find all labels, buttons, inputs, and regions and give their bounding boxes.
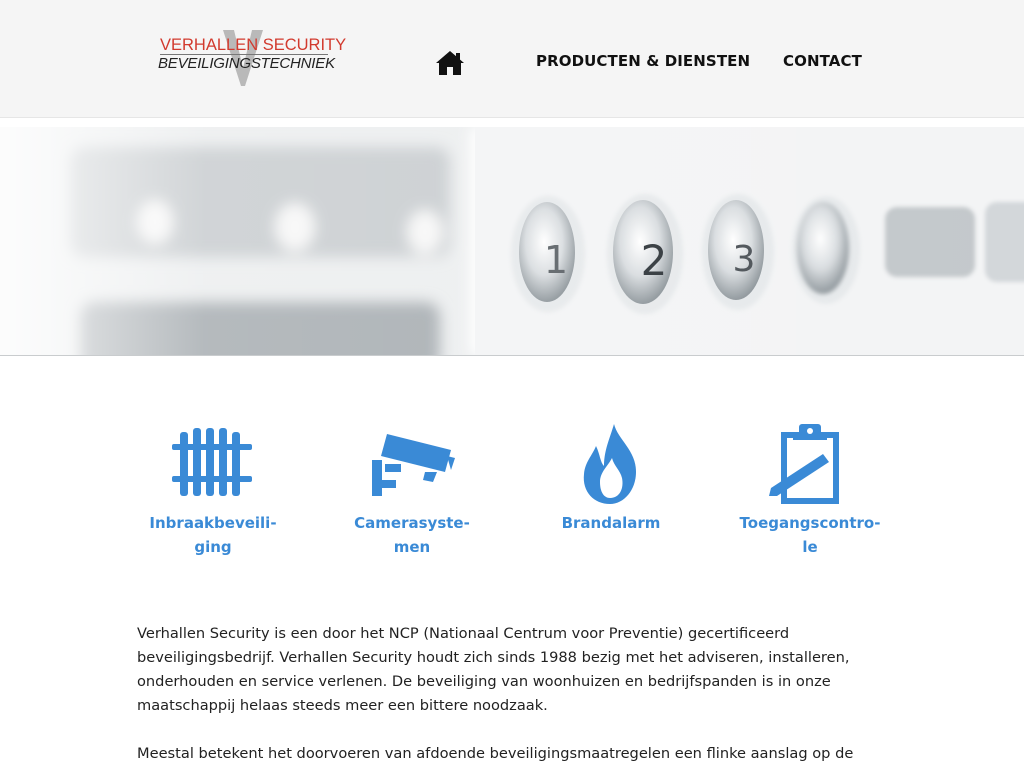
intro-paragraph-1: Verhallen Security is een door het NCP (Nationaal Centrum voor Preventie) gecertificeerd beveiligingsbedrijf. Verhallen Security houdt zich sinds 1988 bezig met het adviseren, installeren, onderhouden en service verlenen. De beveiliging van woonhuizen en bedrijfspanden is in onze maatschappij helaas steeds meer een bittere noodzaak. bbox=[137, 625, 850, 714]
service-toegangscontrole[interactable] bbox=[725, 420, 895, 559]
nav-contact[interactable]: CONTACT bbox=[783, 52, 862, 70]
service-inbraakbeveiliging[interactable] bbox=[128, 420, 298, 559]
site-header bbox=[0, 0, 1024, 118]
service-label: Brandalarm bbox=[561, 514, 661, 532]
nav-products-services[interactable]: PRODUCTEN & DIENSTEN bbox=[536, 52, 751, 70]
alarm-keypad-photo bbox=[0, 127, 1024, 356]
security-camera-icon bbox=[367, 420, 457, 506]
hero-banner bbox=[0, 127, 1024, 356]
home-icon[interactable] bbox=[435, 50, 465, 76]
radiator-icon bbox=[168, 420, 258, 506]
service-label: Inbraakbeveili- ging bbox=[149, 514, 277, 556]
service-label: Toegangscontro- le bbox=[739, 514, 881, 556]
logo-line-1: VERHALLEN SECURITY bbox=[160, 36, 347, 54]
flame-icon bbox=[566, 420, 656, 506]
logo-line-2: BEVEILIGINGSTECHNIEK bbox=[158, 55, 335, 72]
intro-text bbox=[137, 622, 877, 768]
company-logo[interactable] bbox=[158, 28, 347, 88]
service-camerasystemen[interactable] bbox=[327, 420, 497, 559]
intro-paragraph-2: Meestal betekent het doorvoeren van afdoende beveiligingsmaatregelen een flinke aanslag op de bbox=[137, 745, 854, 762]
service-brandalarm[interactable] bbox=[526, 420, 696, 535]
clipboard-icon bbox=[765, 420, 855, 506]
service-label: Camerasyste- men bbox=[354, 514, 470, 556]
